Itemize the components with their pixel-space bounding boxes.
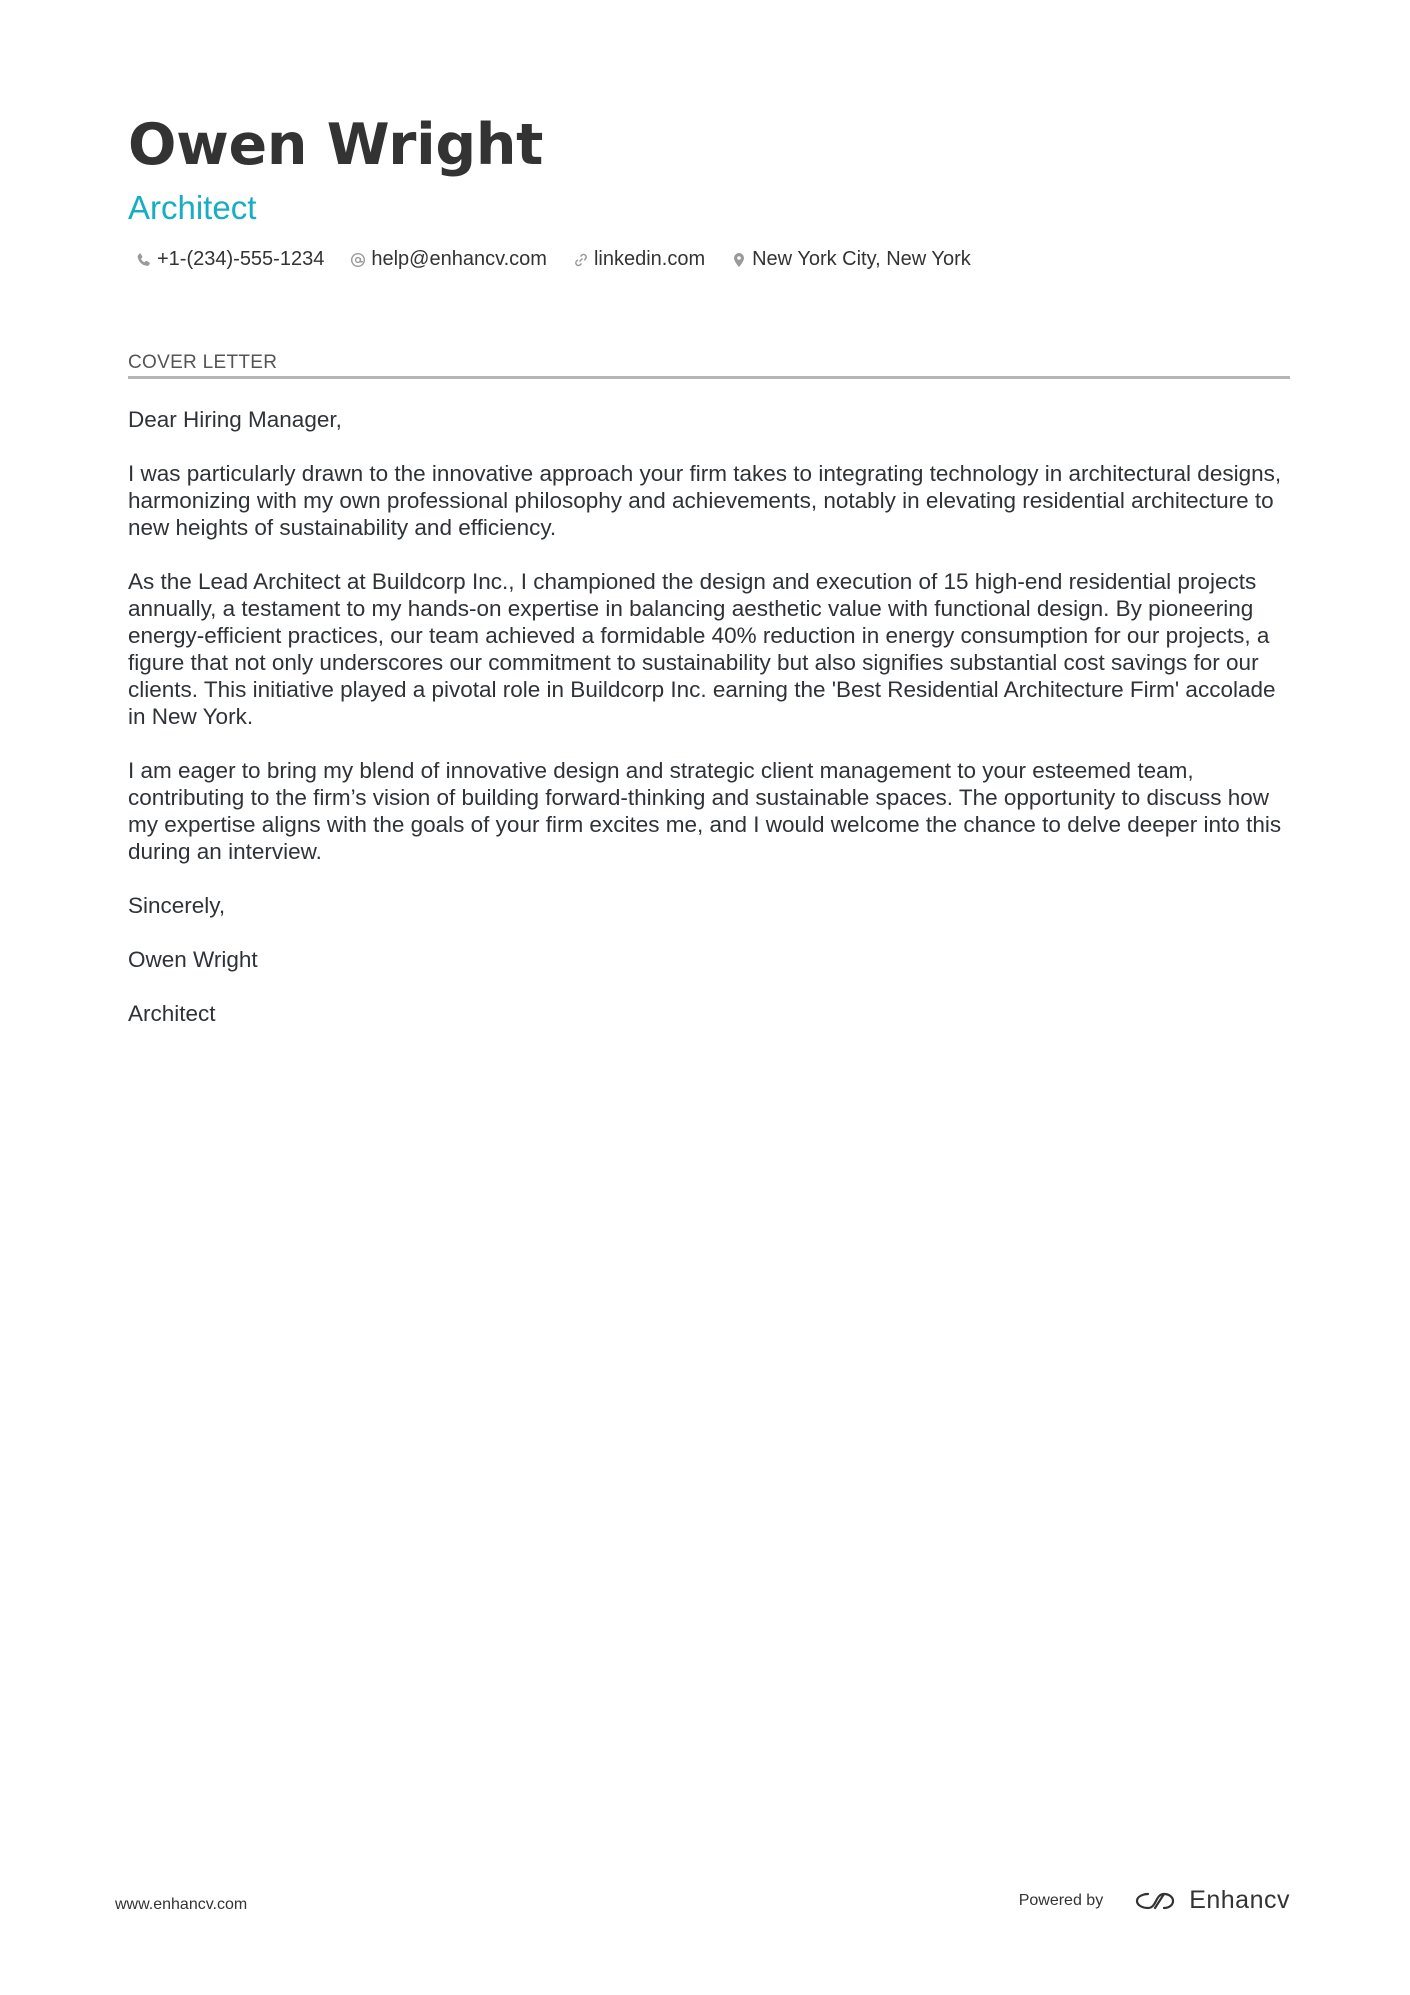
greeting: Dear Hiring Manager, (128, 407, 342, 432)
applicant-name: Owen Wright (128, 112, 544, 178)
link-icon (573, 252, 589, 268)
phone-icon (136, 252, 152, 268)
section-heading: COVER LETTER (128, 352, 1290, 379)
powered-by-label: Powered by (1018, 1891, 1104, 1909)
contact-link[interactable] (573, 248, 705, 271)
letter-body (128, 406, 1290, 1027)
paragraph-intro: I was particularly drawn to the innovative approach your firm takes to integrating technology in architectural designs, harmonizing with my own professional philosophy and achievements, notably in elevating residential architecture to new heights of sustainability and efficiency. (128, 461, 1282, 540)
signature-title: Architect (128, 1001, 216, 1026)
phone-text: +1-(234)-555-1234 (157, 248, 325, 270)
brand-logo[interactable] (1131, 1886, 1290, 1915)
at-icon (350, 252, 366, 268)
signature-name: Owen Wright (128, 947, 258, 972)
contact-bar (136, 248, 1290, 271)
brand-name: Enhancv (1189, 1886, 1290, 1914)
contact-location (731, 248, 971, 271)
link-text: linkedin.com (593, 248, 706, 270)
contact-phone[interactable] (136, 248, 324, 271)
cover-letter-page (128, 108, 1290, 1054)
enhancv-logo-icon (1131, 1888, 1179, 1914)
footer-website[interactable]: www.enhancv.com (115, 1896, 248, 1913)
applicant-title: Architect (128, 189, 257, 226)
closing: Sincerely, (128, 893, 226, 918)
location-text: New York City, New York (752, 248, 971, 270)
location-pin-icon (731, 252, 747, 268)
footer-branding (1019, 1886, 1290, 1915)
paragraph-closing: I am eager to bring my blend of innovative design and strategic client management to your esteemed team, contributing to the firm’s vision of building forward-thinking and sustainable spaces. The opportunity to discuss how my expertise aligns with the goals of your firm excites me, and I would welcome the chance to delve deeper into this during an interview. (128, 758, 1282, 864)
email-text: help@enhancv.com (371, 248, 547, 270)
paragraph-experience: As the Lead Architect at Buildcorp Inc., I championed the design and execution of 15 high-end residential projects annually, a testament to my hands-on expertise in balancing aesthetic value with functional design. By pioneering energy-efficient practices, our team achieved a formidable 40% reduction in energy consumption for our projects, a figure that not only underscores our commitment to sustainability but also signifies substantial cost savings for our clients. This initiative played a pivotal role in Buildcorp Inc. earning the 'Best Residential Architecture Firm' accolade in New York. (128, 569, 1276, 729)
contact-email[interactable] (350, 248, 547, 271)
